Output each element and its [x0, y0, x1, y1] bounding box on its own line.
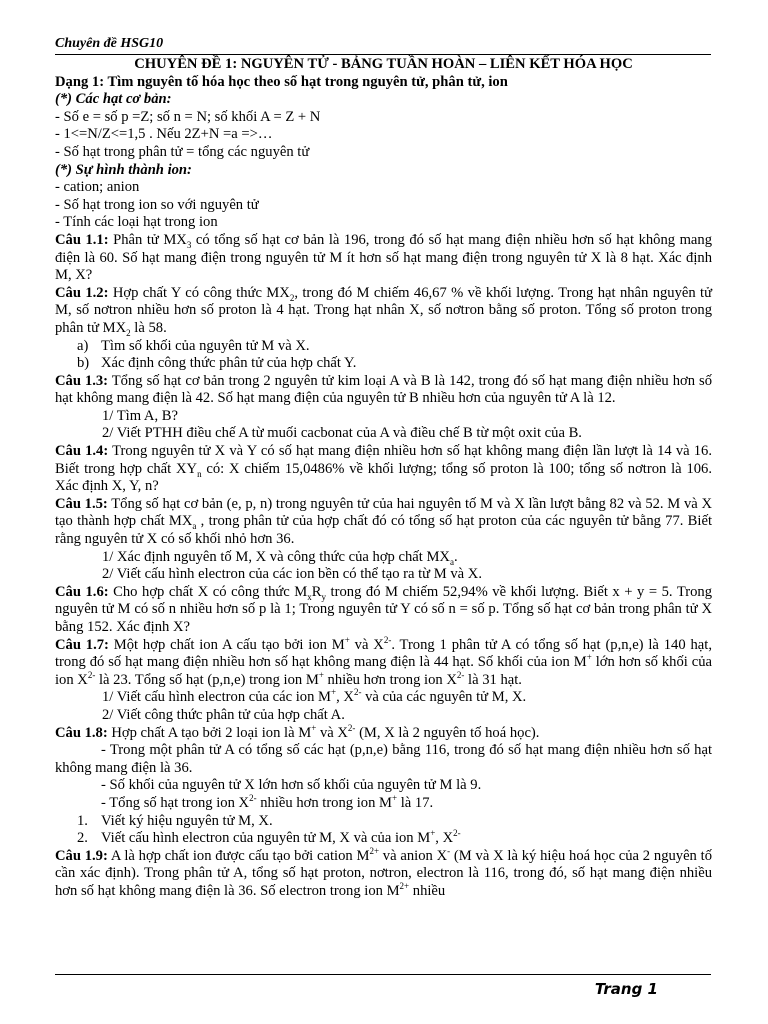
ion-item: - Tính các loại hạt trong ion	[55, 214, 218, 231]
page-header: Chuyên đề HSG10	[55, 36, 164, 51]
question-1-7: Câu 1.7: Một hợp chất ion A cấu tạo bởi ion M+ và $X^{2-}$. Trong 1 phân tử A có tổng số hạt (p,n,e) là 140 hạt, trong đó số hạt mang điện nhiều hơn số hạt không mang điện là 44 hạt. Số khối của ion M+ lớn hơn số khối của ion $X^{2-}$ là 23. Tổng số hạt (p,n,e) trong ion M+ nhiều hơn trong ion $X^{2-}$ là 31 hạt.	[55, 634, 712, 688]
page-number: Trang 1	[594, 980, 658, 998]
question-1-4: Câu 1.4: Trong nguyên tử X và Y có số hạt mang điện nhiều hơn số hạt không mang điện lần lượt là 14 và 16. Biết trong hợp chất $XY_n$ có: X chiếm 15,0486% về khối lượng; tổng số proton là 100; tổng số nơtron là 106. Xác định X, Y, n?	[55, 443, 712, 495]
question-label: Câu 1.8:	[55, 724, 108, 741]
question-1-8-paragraph: - Tổng số hạt trong ion $X^{2-}$ nhiều hơn trong ion M+ là 17.	[101, 793, 434, 811]
question-1-8: Câu 1.8: Hợp chất A tạo bởi 2 loại ion là M+ và $X^{2-}$ (M, X là 2 nguyên tố hoá học).	[55, 722, 540, 741]
question-label: Câu 1.9:	[55, 847, 108, 864]
header-divider	[55, 54, 711, 55]
ion-item: - Số hạt trong ion so với nguyên tử	[55, 196, 259, 213]
ion-formation-heading: (*) Sự hình thành ion:	[55, 161, 192, 178]
list-item: b) Xác định công thức phân tử của hợp chất Y.	[77, 355, 357, 372]
list-item: 1. Viết ký hiệu nguyên tử M, X.	[77, 812, 273, 829]
question-1-8-paragraph: - Số khối của nguyên tử X lớn hơn số khối của nguyên tử M là 9.	[101, 777, 482, 794]
list-item: 2. Viết cấu hình electron của nguyên tử M, X và của ion M+, $X^{2-}$	[77, 828, 461, 847]
question-label: Câu 1.1:	[55, 231, 109, 248]
document-body	[55, 56, 712, 901]
question-1-8-paragraph: - Trong một phân tử A có tổng số các hạt (p,n,e) bằng 116, trong đó số hạt mang điện nhiều hơn số hạt không mang điện là 36.	[55, 742, 712, 776]
sub-question: 2/ Viết PTHH điều chế A từ muối cacbonat của A và điều chế B từ một oxit của B.	[102, 425, 582, 442]
ion-item: - cation; anion	[55, 179, 140, 196]
sub-question: 1/ Tìm A, B?	[102, 407, 178, 424]
document-title: CHUYÊN ĐỀ 1: NGUYÊN TỬ - BẢNG TUẦN HOÀN – LIÊN KẾT HÓA HỌC	[134, 56, 633, 72]
question-1-1: Câu 1.1: Phân tử $MX_3$ có tổng số hạt cơ bản là 196, trong đó số hạt mang điện nhiều hơn số hạt không mang điện là 60. Số hạt mang điện trong nguyên tử M ít hơn số hạt mang điện trong nguyên tử X là 8 hạt. Xác định M, X?	[55, 231, 713, 284]
sub-question: 1/ Viết cấu hình electron của các ion M+, $X^{2-}$ và của các nguyên tử M, X.	[102, 687, 527, 706]
sub-question: 1/ Xác định nguyên tố M, X và công thức của hợp chất $MX_a$.	[102, 548, 458, 567]
question-1-5: Câu 1.5: Tổng số hạt cơ bản (e, p, n) trong nguyên tử của hai nguyên tố M và X lần lượt bằng 82 và 52. M và X tạo thành hợp chất $MX_a$ , trong phân tử của hợp chất đó có tổng số hạt proton của các nguyên tử bằng 77. Biết rằng nguyên tử X có số khối nhỏ hơn 36.	[55, 495, 712, 548]
question-1-2: Câu 1.2: Hợp chất Y có công thức $MX_2$, trong đó M chiếm 46,67 % về khối lượng. Trong hạt nhân nguyên tử M, số nơtron nhiều hơn số proton là 4 hạt. Trong hạt nhân X, số nơtron bằng số proton. Tổng số proton trong phân tử $MX_2$ là 58.	[55, 284, 712, 338]
basic-item: - Số hạt trong phân tử = tổng các nguyên tử	[55, 143, 310, 160]
question-label: Câu 1.3:	[55, 372, 109, 389]
question-label: Câu 1.5:	[55, 495, 108, 512]
question-label: Câu 1.6:	[55, 583, 109, 600]
footer-divider	[55, 974, 711, 975]
question-1-9: Câu 1.9: A là hợp chất ion được cấu tạo bởi cation $M^{2+}$ và anion X- (M và X là ký hiệu hoá học của 2 nguyên tố cần xác định). Trong phân tử A, tổng số hạt proton, nơtron, electron là 116, trong đó, số hạt mang điện nhiều hơn số hạt không mang điện là 36. Số electron trong ion $M^{2+}$ nhiều	[55, 845, 712, 899]
question-1-3: Câu 1.3: Tổng số hạt cơ bản trong 2 nguyên tử kim loại A và B là 142, trong đó số hạt mang điện nhiều hơn số hạt không mang điện là 42. Số hạt mang điện của nguyên tử B nhiều hơn của nguyên tử A là 12.	[55, 372, 712, 407]
basic-item: - Số e = số p =Z; số n = N; số khối A = Z + N	[55, 108, 321, 125]
section-heading-dang-1: Dạng 1: Tìm nguyên tố hóa học theo số hạt trong nguyên tử, phân tử, ion	[55, 73, 508, 90]
basic-particles-heading: (*) Các hạt cơ bản:	[55, 91, 172, 108]
basic-item: - 1<=N/Z<=1,5 . Nếu 2Z+N =a =>…	[55, 126, 273, 143]
question-label: Câu 1.4:	[55, 443, 109, 460]
sub-question: 2/ Viết công thức phân tử của hợp chất A.	[102, 706, 345, 723]
sub-question: 2/ Viết cấu hình electron của các ion bền có thể tạo ra từ M và X.	[102, 566, 482, 583]
question-label: Câu 1.7:	[55, 636, 109, 653]
question-label: Câu 1.2:	[55, 284, 109, 301]
question-1-6: Câu 1.6: Cho hợp chất X có công thức $M_xR_y$ trong đó M chiếm 52,94% về khối lượng. Biết x + y = 5. Trong nguyên tử M có số n nhiều hơn số p là 1; Trong nguyên tử Y có số n = số p. Tổng số hạt cơ bản trong phân tử X bằng 152. Xác định X?	[55, 583, 713, 635]
list-item: a) Tìm số khối của nguyên tử M và X.	[77, 337, 310, 354]
